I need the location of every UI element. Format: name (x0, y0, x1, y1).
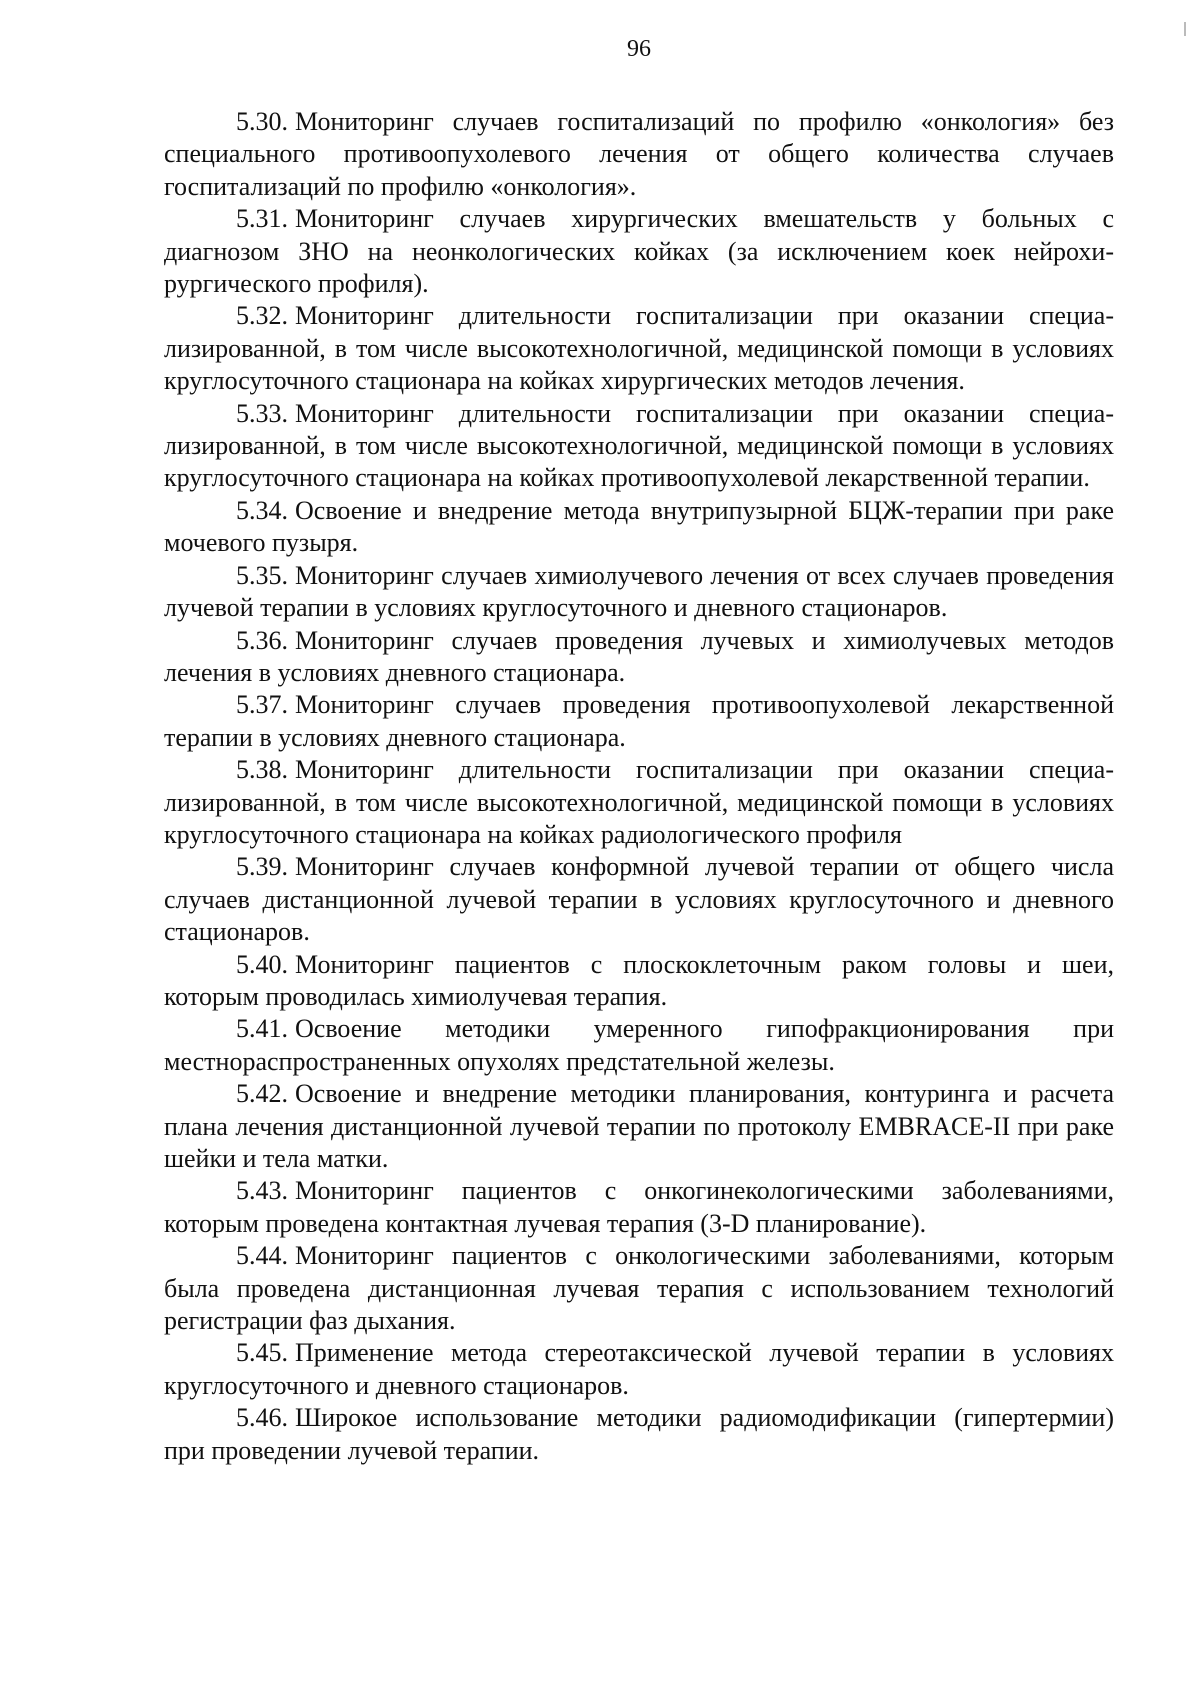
item-text: Мониторинг длительности госпитализации при оказании специализированной, в том числе высокотехнологичной, медицинской помощи в условиях круглосуточного стационара на койках противоопухолевой лекарственной терапии. (164, 398, 1114, 493)
item-text: Мониторинг длительности госпитализации при оказании специализированной, в том числе высокотехнологичной, медицинской помощи в условиях круглосуточного стационара на койках хирургических методов лечения. (164, 301, 1114, 396)
item-number: 5.35. (236, 560, 288, 590)
item-list (164, 106, 1114, 1467)
item-text: Мониторинг пациентов с онкологическими заболеваниями, которым была проведена дистанционная лучевая терапия с использованием технологий регистрации фаз дыхания. (164, 1241, 1114, 1336)
list-item (164, 495, 1114, 560)
list-item (164, 689, 1114, 754)
item-text: Мониторинг длительности госпитализации при оказании специализированной, в том числе высокотехнологичной, медицинской помощи в условиях круглосуточного стационара на койках радиологического профиля (164, 755, 1114, 849)
list-item (164, 300, 1114, 397)
item-number: 5.41. (236, 1014, 288, 1044)
item-number: 5.46. (236, 1403, 288, 1433)
item-number: 5.38. (236, 755, 288, 785)
item-text: Мониторинг случаев госпитализаций по профилю «онкология» без специального противоопухолевого лечения от общего количества случаев госпитализаций по профилю «онкология». (164, 107, 1114, 201)
list-item (164, 851, 1114, 948)
item-number: 5.42. (236, 1079, 288, 1109)
item-number: 5.37. (236, 690, 288, 720)
list-item (164, 1240, 1114, 1337)
list-item (164, 1337, 1114, 1402)
page-number: 96 (627, 36, 651, 62)
item-text: Мониторинг пациентов с онкогинекологическими заболеваниями, которым проведена контактная лучевая терапия (3-D планирование). (164, 1176, 1114, 1238)
scan-edge-mark (1184, 22, 1186, 36)
item-text: Мониторинг случаев хирургических вмешательств у больных с диагнозом ЗНО на неонкологических койках (за исключением коек нейрохирургического профиля). (164, 204, 1114, 299)
item-text: Освоение и внедрение метода внутрипузырной БЦЖ-терапии при раке мочевого пузыря. (164, 495, 1114, 558)
item-text: Мониторинг случаев проведения противоопухолевой лекарственной терапии в условиях дневного стационара. (164, 690, 1114, 752)
item-number: 5.32. (236, 301, 288, 331)
list-item (164, 625, 1114, 690)
item-number: 5.44. (236, 1241, 288, 1271)
list-item (164, 949, 1114, 1014)
item-number: 5.40. (236, 949, 288, 979)
item-number: 5.34. (236, 495, 288, 525)
item-number: 5.30. (236, 107, 288, 136)
list-item (164, 754, 1114, 851)
list-item (164, 560, 1114, 625)
list-item (164, 106, 1114, 203)
item-number: 5.33. (236, 398, 288, 428)
list-item (164, 1402, 1114, 1467)
item-text: Мониторинг случаев конформной лучевой терапии от общего числа случаев дистанционной лучевой терапии в условиях круглосуточного и дневного стационаров. (164, 852, 1114, 947)
item-number: 5.31. (236, 204, 288, 234)
item-number: 5.45. (236, 1338, 288, 1368)
item-text: Мониторинг случаев проведения лучевых и химиолучевых методов лечения в условиях дневного стационара. (164, 625, 1114, 687)
item-number: 5.39. (236, 852, 288, 882)
item-text: Освоение методики умеренного гипофракционирования при местнораспространенных опухолях предстательной железы. (164, 1014, 1114, 1076)
item-text: Освоение и внедрение методики планирования, контуринга и расчета плана лечения дистанционной лучевой терапии по протоколу EMBRACE-II при раке шейки и тела матки. (164, 1079, 1114, 1173)
list-item (164, 1175, 1114, 1240)
item-number: 5.43. (236, 1176, 288, 1206)
list-item (164, 1013, 1114, 1078)
list-item (164, 398, 1114, 495)
list-item (164, 1078, 1114, 1175)
item-number: 5.36. (236, 625, 288, 655)
item-text: Применение метода стереотаксической лучевой терапии в условиях круглосуточного и дневного стационаров. (164, 1338, 1114, 1400)
item-text: Мониторинг пациентов с плоскоклеточным раком головы и шеи, которым проводилась химиолучевая терапия. (164, 949, 1114, 1011)
item-text: Мониторинг случаев химиолучевого лечения от всех случаев проведения лучевой терапии в условиях круглосуточного и дневного стационаров. (164, 560, 1114, 623)
list-item (164, 203, 1114, 300)
item-text: Широкое использование методики радиомодификации (гипертермии) при проведении лучевой терапии. (164, 1403, 1114, 1465)
